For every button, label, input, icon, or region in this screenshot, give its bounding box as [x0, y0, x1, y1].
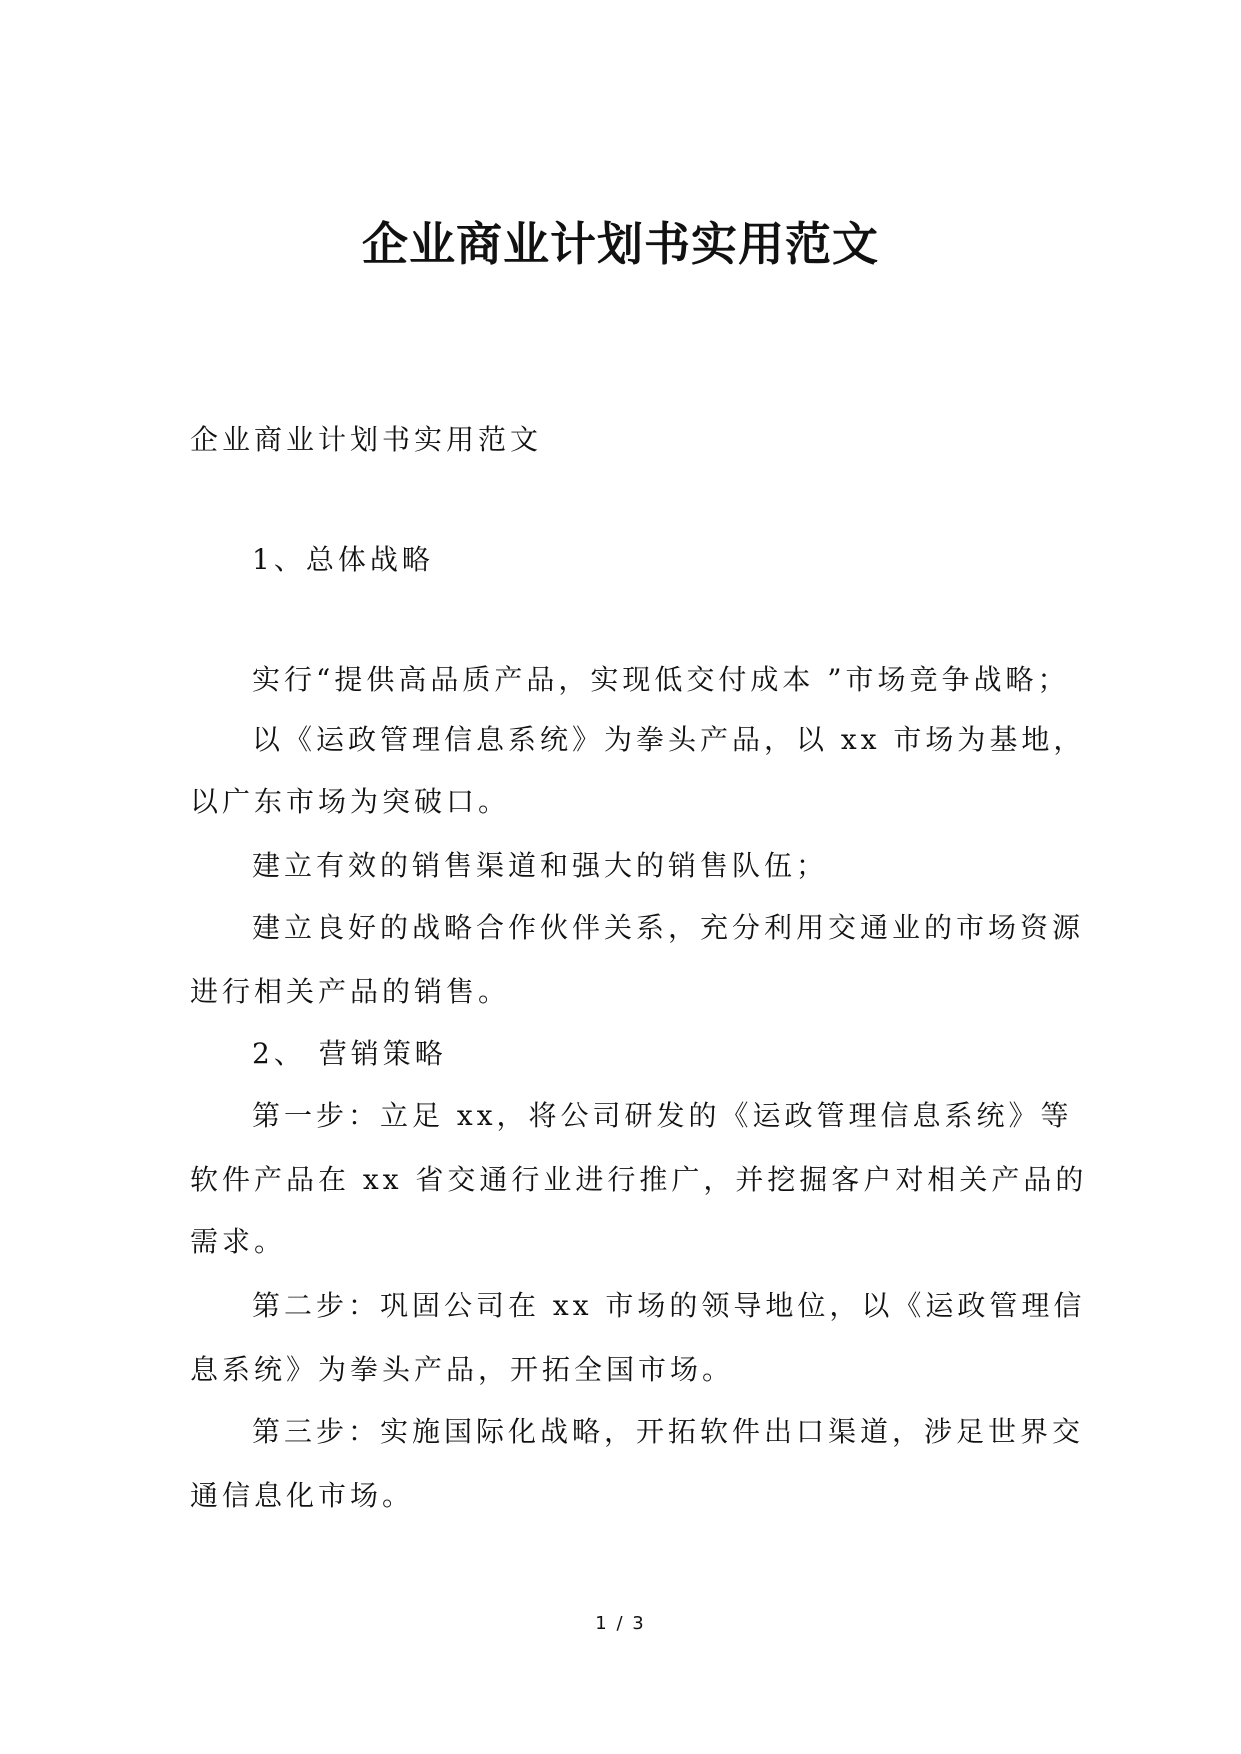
paragraph-line: 进行相关产品的销售。 — [190, 975, 511, 1008]
page-number: 1 / 3 — [595, 1613, 646, 1634]
paragraph-line: 实行“提供高品质产品，实现低交付成本 ”市场竞争战略； — [252, 663, 1070, 696]
section-heading-marketing-strategy: 2、 营销策略 — [252, 1037, 447, 1070]
section-heading-overall-strategy: 1、总体战略 — [252, 543, 434, 576]
document-subtitle: 企业商业计划书实用范文 — [190, 423, 543, 456]
document-title: 企业商业计划书实用范文 — [362, 217, 879, 271]
paragraph-line: 以广东市场为突破口。 — [190, 785, 511, 818]
paragraph-line: 通信息化市场。 — [190, 1479, 415, 1512]
paragraph-line: 建立有效的销售渠道和强大的销售队伍； — [252, 849, 829, 882]
paragraph-line: 第二步：巩固公司在 xx 市场的领导地位，以《运政管理信 — [252, 1289, 1086, 1322]
paragraph-line: 需求。 — [190, 1225, 287, 1258]
paragraph-line: 建立良好的战略合作伙伴关系，充分利用交通业的市场资源 — [252, 911, 1085, 944]
paragraph-line: 息系统》为拳头产品，开拓全国市场。 — [190, 1353, 735, 1386]
paragraph-line: 第一步：立足 xx，将公司研发的《运政管理信息系统》等 — [252, 1099, 1073, 1132]
paragraph-line: 以《运政管理信息系统》为拳头产品，以 xx 市场为基地， — [252, 723, 1086, 756]
paragraph-line: 第三步：实施国际化战略，开拓软件出口渠道，涉足世界交 — [252, 1415, 1085, 1448]
paragraph-line: 软件产品在 xx 省交通行业进行推广，并挖掘客户对相关产品的 — [190, 1163, 1088, 1196]
